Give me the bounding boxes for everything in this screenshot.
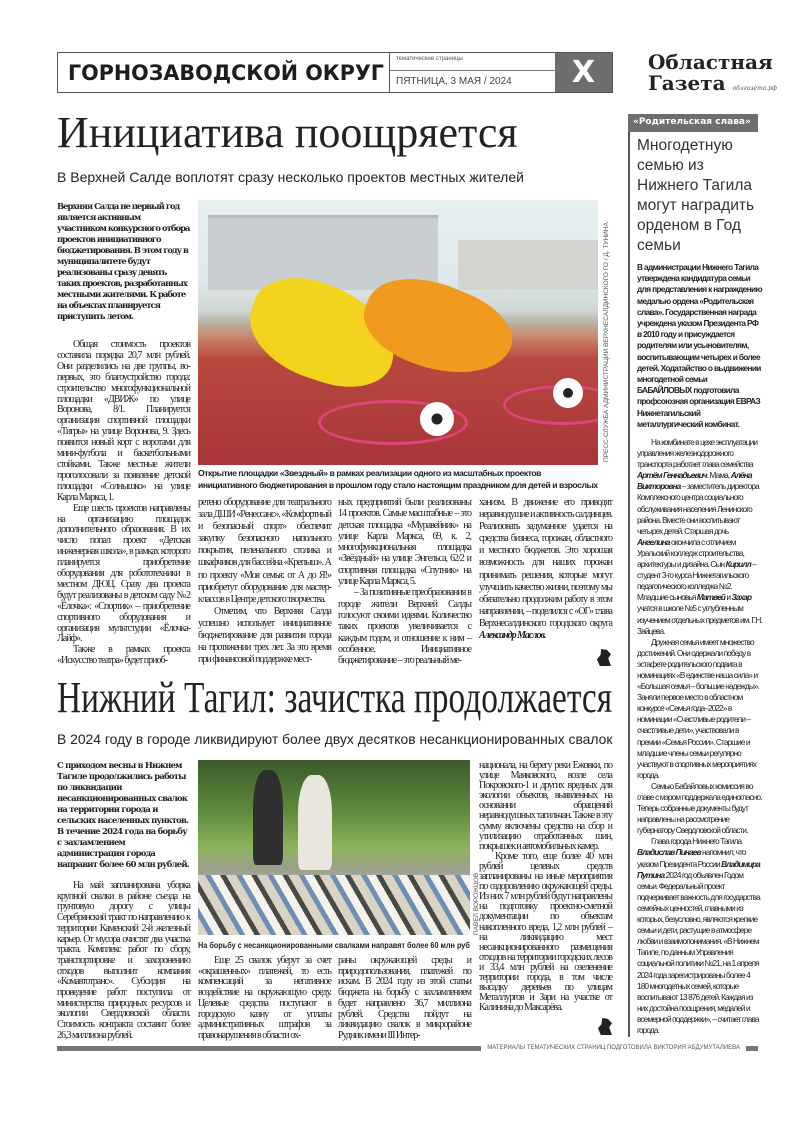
person-name: Владимира Путина: [637, 858, 760, 880]
article2-column-1: [57, 881, 190, 1041]
sidebar-divider: [628, 132, 630, 1037]
paragraph: ханизм. В движение его приводят неравнодушие и активность салдинцев. Реализовать задуманное удается на средства бизнеса, горожан, областного и местного бюджетов. Это хорошая возможность для наших горожан принимать решения, которые могут улучшить качество жизни, поэтому мы обязательно продолжим работу в этом направлении, – поделился с «ОГ» глава Верхнесалдинского городского округа: [479, 497, 612, 629]
footer-bar-end: [746, 1046, 758, 1051]
logo-line2: Газета: [648, 71, 726, 95]
article2-photo-caption: На борьбу с несанкционированными свалками направят более 60 млн руб: [198, 940, 470, 950]
person-name: Артём Геннадьевич: [637, 470, 707, 481]
logo-line1: Областная: [648, 50, 773, 74]
sidebar-tag: «Родительская слава»: [628, 114, 758, 132]
text: и: [724, 592, 732, 603]
section-title-box: [58, 53, 390, 92]
paragraph: Семью Бабайловых комиссия во главе с мэром поддержала единогласно. Теперь собранные документы будут направлены на рассмотрение губернатору Свердловской области.: [637, 780, 762, 836]
person-shape: [298, 775, 332, 870]
person-name: Матвей: [696, 592, 725, 603]
paragraph: Дружная семья имеет множество достижений. Они одержали победу в эстафете родительского подвига в номинациях «В единстве наша сила» и «Большая семья – большие надежды». Заняли первое место в областном конкурсе «Семья года–2022» в номинации «Счастливые родители – счастливые дети», участвовали в премии «Семья России». Старшие и младшие члены семьи регулярно участвуют в спортивных мероприятиях города.: [637, 636, 760, 780]
text: – заместитель директора Комплексного центра социального обслуживания населения Ленинского района. Вместе они воспитывают четырех детей. Старшая дочь: [637, 481, 759, 536]
article1-column-2: [198, 497, 331, 668]
sidebar-title: Многодетную семью из Нижнего Тагила могут наградить орденом в Год семьи: [637, 137, 755, 254]
building-shape: [458, 240, 598, 290]
text: окончила с отличием Уральский колледж строительства, архитектуры и дизайна. Сын: [637, 536, 745, 570]
article2-column-4: [479, 761, 612, 1013]
person-name: Захар: [731, 592, 752, 603]
sidebar-body: [637, 437, 762, 1040]
article1-photo-caption: Открытие площадки «Звездный» в рамках реализации одного из масштабных проектов инициативного бюджетирования в прошлом году стало настоящим праздником для детей и взрослых: [198, 468, 598, 490]
paragraph: раны окружающей среды и природопользования, платежей по искам. В 2024 году из этой статьи бюджета на борьбу с захламлением будет направлено 36,7 миллиона рублей. Средства пойдут на ликвидацию свалок в микрорайоне Рудник имени III Интер-: [338, 955, 471, 1041]
text: . Мама,: [706, 470, 731, 481]
soccer-ball: [420, 402, 454, 436]
footer-bar: [57, 1046, 481, 1051]
person-name: Ангелина: [637, 536, 670, 547]
article2-column-2: [198, 956, 331, 1041]
paragraph: ретено оборудование для театрального зала ДШИ «Ренессанс». «Комфортный и безопасный спорт» обеспечит закупку безопасного напольного покрытия, пеленального столика и шкафчиков для бассейна «Крепыш». А по проекту «Моя семья: от А до Я!» приобретут оборудование для мастер-классов в Центре детского творчества.: [198, 497, 331, 605]
paragraph: [637, 437, 762, 637]
author-name: Александр Маслов.: [479, 630, 546, 642]
issue-info: [390, 53, 555, 92]
paragraph: Еще 25 свалок уберут за счет «окрашенных» платежей, то есть компенсаций за негативное воздействие на окружающую среду. Целевые средства поступают в городскую казну от уплаты административных штрафов за правонарушения в области ох-: [198, 955, 331, 1041]
page-letter: X: [555, 53, 612, 92]
person-name: Владислав Пинаев: [637, 847, 701, 858]
issue-date: ПЯТНИЦА, 3 МАЯ / 2024: [396, 76, 512, 87]
article2-photo: [198, 760, 470, 935]
article2-title: Нижний Тагил: зачистка продолжается: [57, 673, 613, 722]
person-name: Кирилл: [725, 559, 751, 570]
paragraph: [637, 836, 762, 1036]
paragraph: Кроме того, еще более 40 млн рублей целевых средств запланированы на иные мероприятия по оздоровлению окружающей среды. Из них 7 млн рублей будут направлены на подготовку проектно-сметной документации по объектам накопленного вреда, 1,2 млн рублей – на ликвидацию мест несанкционированного размещения отходов на территории городских лесов и 33,4 млн рублей на озеленение территории города, в том числе высадку деревьев по улицам Металлургов и Зари на участке от Калинина до Максарёва.: [479, 850, 612, 1014]
article1-column-1: [57, 340, 190, 668]
article1-title: Инициатива поощряется: [57, 108, 518, 157]
hoop: [503, 385, 598, 425]
section-header: [57, 52, 613, 93]
paragraph: Отметим, что Верхняя Салда успешно использует инициативное бюджетирование для развития города на протяжении трех лет. За это время при финансовой поддержке мест-: [198, 605, 331, 666]
article1-column-4: [479, 497, 612, 645]
article2-subtitle: В 2024 году в городе ликвидируют более двух десятков несанкционированных свалок: [57, 731, 613, 747]
paragraph: ных предприятий были реализованы 14 проектов. Самые масштабные – это детская площадка «Муравейник» на улице Карла Маркса, 69, к. 2, многофункциональная площадка «Звёздный» на улице Энгельса, 62/2 и спортивная площадка «Спутник» на улице Карла Маркса, 5.: [338, 497, 471, 588]
footer: [57, 1043, 758, 1053]
article1-photo: [198, 200, 598, 465]
end-emblem-icon: [597, 649, 611, 666]
article2-column-3: [338, 956, 471, 1041]
text: напомнил, что указом Президента России: [637, 847, 746, 869]
sidebar-lead: В администрации Нижнего Тагила утверждена кандидатура семьи для представления к награждению медалью ордена «Родительская слава». Государственная награда учреждена указом Президента РФ в 2010 году и присуждается родителям или усыновителям, воспитывающим четырех и более детей. Ходатайство о выдвижении многодетной семьи БАБАЙЛОВЫХ подготовила профсоюзная организация ЕВРАЗ Нижнетагильский металлургический комбинат.: [637, 262, 762, 429]
section-title: ГОРНОЗАВОДСКОЙ ОКРУГ: [68, 60, 384, 85]
text: учатся в школе №5 с углубленным изучением отдельных предметов им. Г.Н. Зайцева.: [637, 603, 762, 636]
article2-photo-credit: ПАВЕЛ ВОРОЖЦОВ: [473, 872, 480, 935]
article1-photo-credit: ПРЕСС-СЛУЖБА АДМИНИСТРАЦИИ ВЕРХНЕСАЛДИНСКОГО ГО / Д. ТУНИНА: [603, 222, 610, 462]
article2-lead: С приходом весны в Нижнем Тагиле продолжились работы по ликвидации несанкционированных свалок на территории города и сельских населенных пунктов. В течение 2024 года на борьбу с захламлением администрация города направит более 60 млн рублей.: [57, 760, 189, 869]
paragraph: Общая стоимость проектов составила порядка 20,7 млн рублей. Они разделились на две группы, во-первых, это благоустройство города: строительство многофункциональной площадки «ДВИЖ» по улице Воронова, 8/1. Планируется организация спортивной площадки «Тигры» на улице Воронова, 9. Здесь появится новый корт с воротами для мини-футбола и баскетбольными стойками. Также местные жители проголосовали за появление детской площадки «Солнышко» на улице Карла Маркса, 1.: [57, 339, 190, 503]
text: 2024 год объявлен Годом семьи. Федеральный проект подчеркивает важность для государства семейных ценностей, главными из которых, безусловно, являются крепкие семьи и дети, растущие в атмосфере любви и взаимопонимания. «В Нижнем Тагиле, по данным Управления социальной политики №21, на 1 апреля 2024 года зарегистрированы более 4 180 многодетных семей, которые воспитывают 13 876 детей. Каждая из них достойна поощрения, медалей и всемерной поддержки», – считает глава города.: [637, 869, 760, 1035]
person-name: Алёна Викторовна: [637, 470, 752, 492]
end-emblem-icon: [598, 1018, 612, 1035]
paragraph: На май запланирована уборка крупной свалки в районе съезда на грунтовую дорогу с улицы Серебрянский тракт по направлению к территории Каменский 2-й железный карьер. От мусора очистят два участка тракта. Комплекс работ по сбору, транспортировке и захоронению отходов выполнит компания «Комавтотранс». Субсидия на проведение работ поступила от министерства природных ресурсов и экологии Свердловской области. Стоимость контракта составит более 26,3 миллиона рублей.: [57, 880, 190, 1041]
text: – студент 3-го курса Нижнетагильского педагогического колледжа №2. Младшие сыновья: [637, 559, 756, 603]
article1-subtitle: В Верхней Салде воплотят сразу несколько проектов местных жителей: [57, 169, 524, 185]
paragraph: – За позитивные преобразования в городе жители Верхней Салды голосуют своими идеями. Количество таких проектов увеличивается с каждым годом, и отношение к ним – особенное. Инициативное бюджетирование – это реальный ме-: [338, 587, 471, 667]
person-shape: [253, 770, 283, 865]
text: На комбинате в цехе эксплуатации управления железнодорожного транспорта работает глава семейства: [637, 437, 758, 470]
footer-credit: МАТЕРИАЛЫ ТЕМАТИЧЕСКИХ СТРАНИЦ ПОДГОТОВИЛА ВИКТОРИЯ АБДУМУТАЛИЕВА: [487, 1045, 740, 1051]
paragraph: Также в рамках проекта «Искусство театра» будет приоб-: [57, 644, 190, 667]
article1-column-3: [338, 497, 471, 668]
paragraph: Еще шесть проектов направлены на организацию площадок дополнительного образования. В их число попал проект «Детская инженерная школа», в рамках которого планируется приобретение оборудования для робототехники в местном ДЮЦ. Сразу два проекта будут реализованы в детском саду №2 «Ёлочка»: «Спортик» – приобретение спортивного оборудования и организация мультстудии «Ёлочка-Лайф».: [57, 502, 190, 645]
paragraph: национала, на берегу реки Ежовки, по улице Маяковского, возле села Покровского-1 и других вредных для экологии объектов, выявленных на основании обращений неравнодушных тагильчан. Также в эту сумму включены средства на сбор и утилизацию отработанных шин, покрышек и автомобильных камер.: [479, 760, 612, 852]
newspaper-logo: [648, 52, 777, 99]
logo-site: облгазета.рф: [732, 85, 777, 92]
kicker: тематические страницы: [390, 53, 555, 71]
article1-lead: Верхняя Салда не первый год является активным участником конкурсного отбора проектов инициативного бюджетирования. В этом году в муниципалитете будут реализованы сразу девять таких проектов, разработанных местными жителями. К работе на объектах планируется приступить летом.: [57, 201, 190, 321]
text: Глава города Нижнего Тагила: [651, 836, 742, 847]
trash-pile: [198, 875, 470, 935]
soccer-ball: [553, 378, 583, 408]
